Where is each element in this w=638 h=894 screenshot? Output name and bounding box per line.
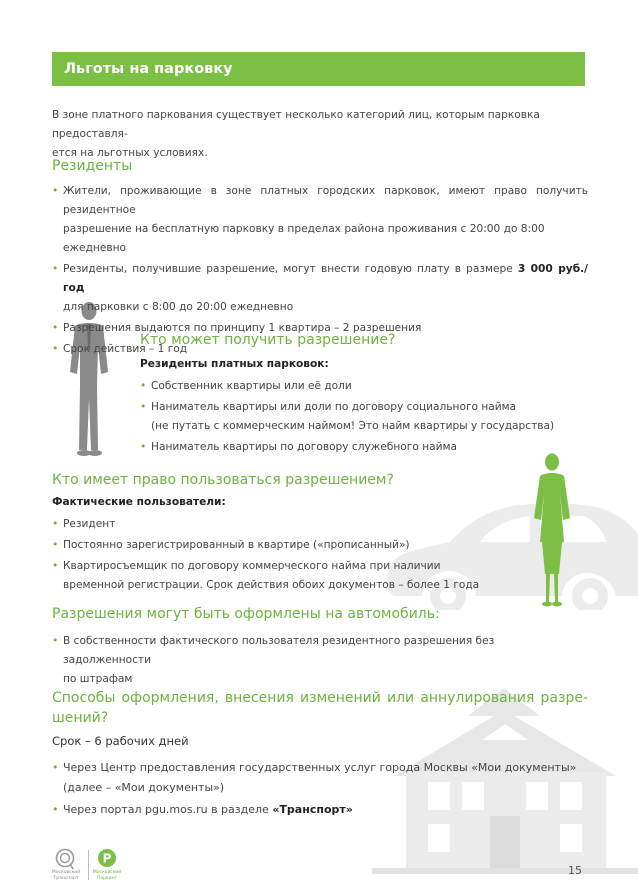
bullet-icon: • [140, 441, 147, 453]
metro-logo-caption [46, 870, 86, 881]
metro-logo-icon [54, 848, 76, 870]
bullet-icon: • [140, 401, 147, 413]
residents-item4: Срок действия – 1 год [63, 343, 188, 355]
bullet-icon: • [52, 560, 59, 572]
list-item [140, 398, 560, 436]
who-uses-heading: Кто имеет право пользоваться разрешением? [52, 472, 394, 488]
parking-logo-icon [96, 848, 118, 870]
residents-item2-line2: для парковки с 8:00 до 20:00 ежедневно [63, 301, 294, 313]
residents-item1-line2: разрешение на бесплатную парковку в пределах района проживания с 20:00 до 8:00 ежедневно [63, 223, 545, 254]
vehicle-list [52, 632, 572, 689]
residents-item1-line1: Жители, проживающие в зоне платных городских парковок, имеют право получить резидентное [63, 185, 588, 216]
who-can-item2-line2: (не путать с коммерческим наймом! Это найм квартиры у государства) [151, 420, 555, 432]
intro-paragraph [52, 106, 585, 163]
parking-logo-line1: Московский [92, 870, 122, 875]
methods-heading-line1: Способы оформления, внесения изменений или аннулирования разре- [52, 690, 588, 706]
list-item [52, 515, 512, 534]
woman-figure-icon [530, 452, 574, 610]
vehicle-heading: Разрешения могут быть оформлены на автомобиль: [52, 606, 440, 622]
who-can-subheading: Резиденты платных парковок: [140, 358, 329, 370]
bullet-icon: • [52, 185, 59, 197]
list-item [52, 758, 588, 798]
methods-heading-line2: шений? [52, 710, 109, 726]
list-item [140, 438, 560, 457]
bullet-icon: • [52, 803, 59, 816]
page-number: 15 [568, 864, 582, 877]
intro-line-1: В зоне платного парковани‍я существует несколько категорий лиц, которым парковка предоставля- [52, 109, 540, 140]
metro-logo-line2: Транспорт [53, 875, 79, 881]
transport-section-link-text: «Транспорт» [272, 803, 353, 816]
who-uses-item3-line1: Квартиросъемщик по договору коммерческого найма при наличии [63, 560, 441, 572]
metro-logo-line1: Московский [51, 870, 81, 875]
list-item [140, 377, 560, 396]
section-banner-title: Льготы на парковку [52, 52, 585, 86]
who-can-item1: Собственник квартиры или её доли [151, 380, 352, 392]
who-can-item3: Наниматель квартиры по договору служебного найма [151, 441, 457, 453]
vehicle-item1-line2: по штрафам [63, 673, 133, 685]
methods-item1-line1: Через Центр предоставления государственных услуг города Москвы «Мои документы» [63, 761, 577, 774]
who-uses-subheading: Фактические пользователи: [52, 496, 226, 508]
intro-line-2: ется на льготных условиях. [52, 147, 208, 159]
list-item [52, 800, 588, 820]
methods-item2-text: Через портал pgu.mos.ru в разделе [63, 803, 269, 816]
residents-item2-line1 [63, 260, 588, 298]
bullet-icon: • [52, 539, 59, 551]
parking-logo-caption [88, 870, 126, 881]
annual-fee-amount: 3 000 руб./год [63, 263, 589, 294]
list-item [52, 557, 512, 595]
bullet-icon: • [52, 263, 59, 275]
methods-list [52, 758, 588, 820]
who-uses-item1: Резидент [63, 518, 116, 530]
vehicle-item1-line1: В собственности фактического пользователя резидентного разрешения без задолженности [63, 635, 495, 666]
bullet-icon: • [140, 380, 147, 392]
parking-logo-line2: Паркинг [97, 875, 117, 881]
list-item [52, 632, 572, 689]
list-item [52, 536, 512, 555]
who-uses-item3-line2: временной регистрации. Срок действия обоих документов – более 1 года [63, 579, 480, 591]
methods-heading [52, 688, 588, 728]
residents-heading: Резиденты [52, 158, 133, 174]
processing-term: Срок – 6 рабочих дней [52, 734, 189, 748]
methods-item2 [63, 800, 588, 820]
who-uses-item2: Постоянно зарегистрированный в квартире («прописанный») [63, 539, 410, 551]
bullet-icon: • [52, 343, 59, 355]
who-can-item2-line1: Наниматель квартиры или доли по договору социального найма [151, 401, 517, 413]
bullet-icon: • [52, 761, 59, 774]
list-item [52, 260, 588, 317]
who-can-heading: Кто может получить разрешение? [140, 332, 396, 348]
methods-item1-line2: (далее – «Мои документы») [63, 781, 225, 794]
bullet-icon: • [52, 635, 59, 647]
list-item [52, 182, 588, 258]
residents-item3: Разрешения выдаются по принципу 1 квартира – 2 разрешения [63, 322, 422, 334]
who-can-list [140, 377, 560, 457]
bullet-icon: • [52, 518, 59, 530]
residents-item2-text: Резиденты, получившие разрешение, могут внести годовую плату в размере [63, 263, 513, 275]
bullet-icon: • [52, 322, 59, 334]
who-uses-list [52, 515, 512, 595]
svg-text:P: P [102, 851, 112, 866]
